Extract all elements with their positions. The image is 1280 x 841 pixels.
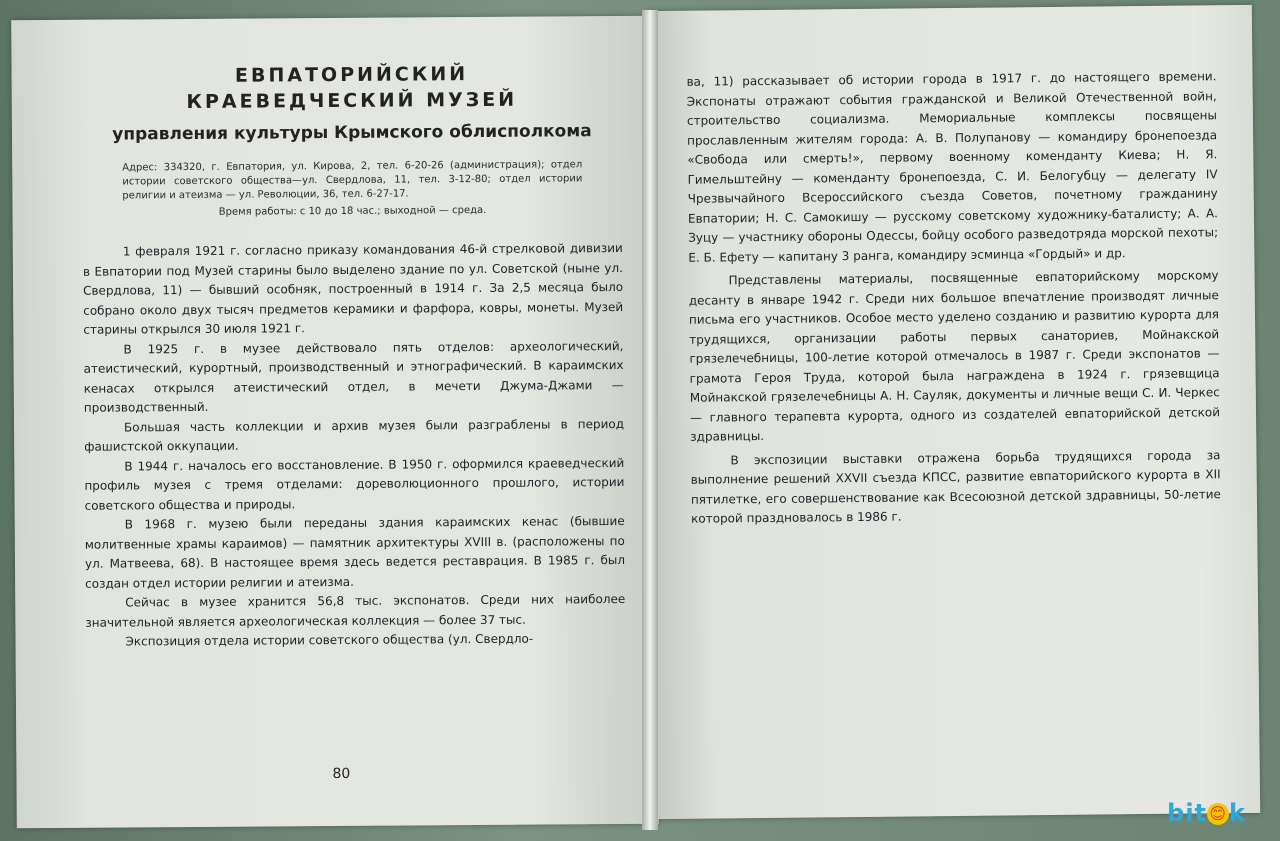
watermark-text-start: bit	[1167, 799, 1208, 827]
book-spine	[642, 10, 658, 830]
right-paragraph: Представлены материалы, посвященные евпаторийскому морскому десанту в январе 1942 г. Среди них большое впечатление производят личные письма его участников. Особое место уделено созданию и развитию курорта для трудящихся, организации работы первых санаториев, Мойнакской грязелечебницы, 100-летие которой отмечалось в 1987 г. Среди экспонатов — грамота Героя Труда, которой была награждена в 1924 г. грязевщица Мойнакской грязелечебницы А. Н. Сауляк, документы и личные вещи С. И. Черкес — главного терапевта курорта, одного из создателей евпаторийской детской здравницы.	[688, 268, 1221, 444]
right-page-content	[686, 67, 1221, 529]
watermark-text-end: k	[1229, 799, 1246, 827]
right-page	[648, 5, 1260, 819]
left-paragraph: 1 февраля 1921 г. согласно приказу командования 46-й стрелковой дивизии в Евпатории под Музей старины было выделено здание по ул. Советской (ныне ул. Свердлова, 11) — бывший особняк, построенный в 1914 г. За 2,5 месяца было собрано около двух тысяч предметов керамики и фарфора, ковры, монеты. Музей старины открылся 30 июля 1921 г.	[82, 240, 624, 337]
museum-subtitle: управления культуры Крымского облисполкома	[112, 121, 592, 145]
museum-address: Адрес: 334320, г. Евпатория, ул. Кирова, 2, тел. 6-20-26 (администрация); отдел истории советского общества—ул. Свердлова, 11, тел. 3-12-80; отдел истории религии и атеизма — ул. Революции, 36, тел. 6-27-17.	[122, 159, 583, 202]
smiley-icon: 😊	[1207, 803, 1229, 825]
left-page	[11, 16, 659, 828]
right-paragraph: ва, 11) рассказывает об истории города в 1917 г. до настоящего времени. Экспонаты отражают события гражданской и Великой Отечественной войн, строительство социализма. Мемориальные комплексы посвящены прославленным жителям города: А. В. Полупанову — командиру бронепоезда «Свобода или смерть!», первому военному коменданту Киева; Н. Я. Гимельштейну — коменданту бронепоезда, С. И. Белогубцу — делегату IV Чрезвычайного Всероссийского съезда Советов, почетному гражданину Евпатории; Н. С. Самокишу — русскому советскому художнику-баталисту; А. А. Зуцу — участнику обороны Одессы, бойцу особого разведотряда морской пехоты; Е. Б. Ефету — капитану 3 ранга, командиру эсминца «Гордый» и др.	[686, 69, 1219, 265]
left-paragraph: Сейчас в музее хранится 56,8 тыс. экспонатов. Среди них наиболее значительной является археологическая коллекция — более 37 тыс.	[85, 591, 626, 630]
left-paragraph: В 1944 г. началось его восстановление. В 1950 г. оформился краеведческий профиль музея с тремя отделами: дореволюционного прошлого, истории советского общества и природы.	[84, 455, 625, 513]
watermark-logo	[1167, 799, 1246, 827]
right-paragraph: В экспозиции выставки отражена борьба трудящихся города за выполнение решений XXVII съезда КПСС, развитие евпаторийского курорта в XII пятилетке, его совершенствование как Всесоюзной детской здравницы, 50-летие которой праздновалось в 1986 г.	[690, 447, 1221, 526]
museum-title-line1: ЕВПАТОРИЙСКИЙ	[234, 63, 469, 87]
left-paragraph: Экспозиция отдела истории советского общества (ул. Свердло-	[125, 631, 534, 649]
left-paragraph: В 1925 г. в музее действовало пять отделов: археологический, атеистический, курортный, производственный и этнографический. В караимских кенасах открылся атеистический отдел, в мечети Джума-Джами — производственный.	[83, 338, 624, 415]
page-number: 80	[332, 765, 351, 783]
left-paragraph: В 1968 г. музею были переданы здания караимских кенас (бывшие молитвенные храмы караимов) — памятник архитектуры XVIII в. (расположены по ул. Матвеева, 68). В настоящее время здесь ведется реставрация. В 1985 г. был создан отдел истории религии и атеизма.	[84, 513, 626, 591]
left-page-content	[81, 60, 625, 652]
museum-hours: Время работы: с 10 до 18 час.; выходной — среда.	[218, 204, 487, 218]
museum-title-line2: КРАЕВЕДЧЕСКИЙ МУЗЕЙ	[186, 88, 518, 114]
left-paragraph: Большая часть коллекции и архив музея были разграблены в период фашистской оккупации.	[84, 416, 625, 454]
